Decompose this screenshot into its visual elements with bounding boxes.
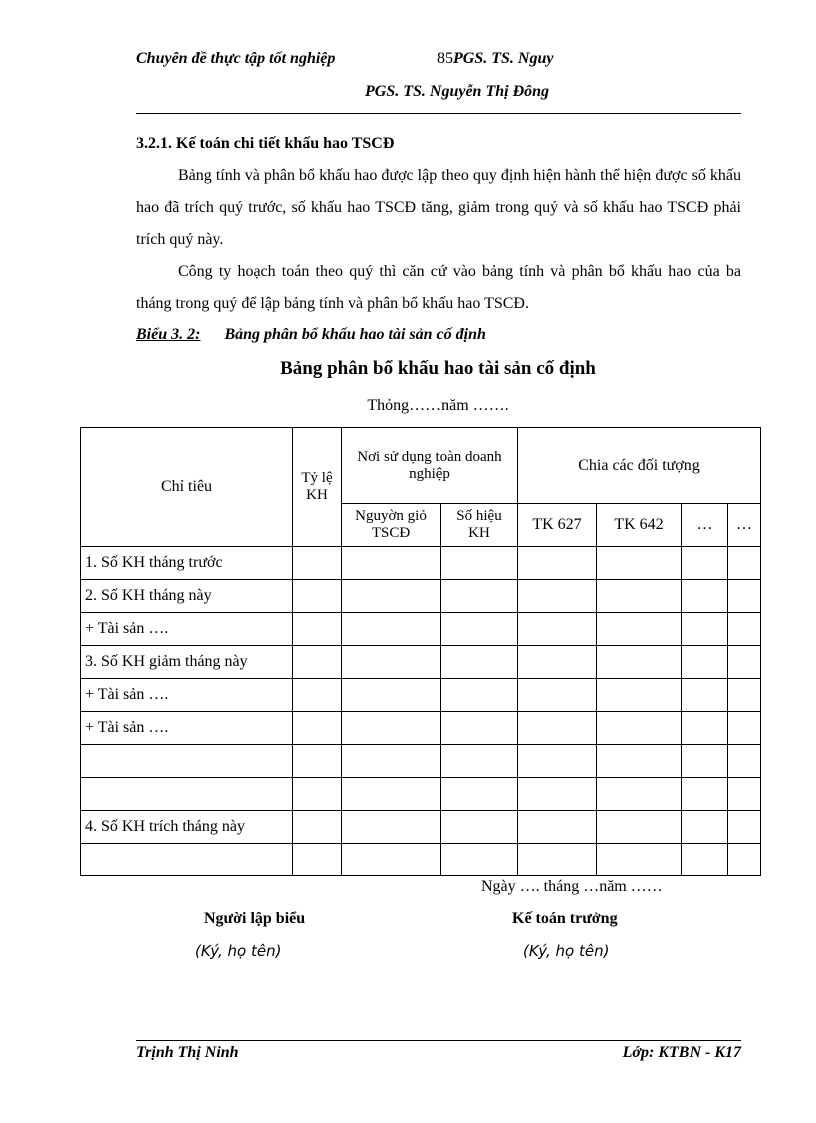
row-label <box>81 745 293 778</box>
row-label <box>81 778 293 811</box>
row-label <box>81 844 293 876</box>
page-number: 85 <box>437 50 453 67</box>
header-divider <box>136 113 741 114</box>
row-label: 4. Số KH trích tháng này <box>81 811 293 844</box>
row-label: + Tài sản …. <box>81 613 293 646</box>
footer-class: Lớp: KTBN - K17 <box>622 1044 741 1061</box>
table-row <box>81 844 761 876</box>
header-nguyen-gia: Nguyờn giỏ TSCĐ <box>342 504 441 547</box>
table-row <box>81 613 761 646</box>
table-row <box>81 712 761 745</box>
date-line: Ngày …. tháng …năm …… <box>481 878 663 895</box>
header-tk642: TK 642 <box>597 504 682 547</box>
row-label: 2. Số KH tháng này <box>81 580 293 613</box>
header-noi-su-dung: Nơi sử dụng toàn doanh nghiệp <box>342 428 518 504</box>
header-tk627: TK 627 <box>518 504 597 547</box>
footer-divider <box>136 1040 741 1041</box>
signature-preparer-note: (Ký, họ tên) <box>195 942 282 960</box>
table-row <box>81 745 761 778</box>
table-row <box>81 811 761 844</box>
figure-caption <box>136 326 486 344</box>
header-author-short: PGS. TS. Nguy <box>453 50 554 67</box>
row-label: 1. Số KH tháng trước <box>81 547 293 580</box>
table-row <box>81 547 761 580</box>
header-so-hieu: Số hiệu KH <box>441 504 518 547</box>
header-dots-1: … <box>682 504 728 547</box>
table-title: Bảng phân bổ khấu hao tài sản cố định <box>280 358 596 379</box>
signature-accountant-note: (Ký, họ tên) <box>523 942 610 960</box>
header-ty-le: Tỷ lệ KH <box>293 428 342 547</box>
header-chia-doi-tuong: Chia các đối tượng <box>518 428 761 504</box>
header-chi-tieu: Chỉ tiêu <box>81 428 293 547</box>
table-row <box>81 778 761 811</box>
row-label: + Tài sản …. <box>81 712 293 745</box>
footer-author: Trịnh Thị Ninh <box>136 1044 239 1061</box>
table-row <box>81 646 761 679</box>
signature-accountant-title: Kế toán trưởng <box>512 910 618 927</box>
paragraph-1: Bảng tính và phân bổ khấu hao được lập theo quy định hiện hành thể hiện được số khấu hao đã trích quý trước, số khấu hao TSCĐ tăng, giảm trong quý và số khấu hao TSCĐ phải trích quý này. <box>136 167 741 248</box>
paragraph-2: Công ty hoạch toán theo quý thì căn cứ vào bảng tính và phân bổ khấu hao của ba tháng trong quý để lập bảng tính và phân bổ khấu hao TSCĐ. <box>136 263 741 312</box>
signature-preparer-title: Người lập biểu <box>204 910 306 927</box>
row-label: + Tài sản …. <box>81 679 293 712</box>
section-title: 3.2.1. Kế toán chi tiết khấu hao TSCĐ <box>136 135 395 152</box>
header-title: Chuyên đề thực tập tốt nghiệp <box>136 50 336 67</box>
table-subtitle: Thỏng……năm ……. <box>367 397 509 414</box>
table-row <box>81 679 761 712</box>
header-dots-2: … <box>728 504 761 547</box>
table-row <box>81 580 761 613</box>
header-page <box>437 50 553 68</box>
caption-label: Biểu 3. 2: <box>136 326 201 343</box>
row-label: 3. Số KH giảm tháng này <box>81 646 293 679</box>
depreciation-table <box>80 427 761 876</box>
caption-text: Bảng phân bổ khấu hao tài sản cố định <box>224 326 486 343</box>
header-author: PGS. TS. Nguyễn Thị Đông <box>365 83 550 100</box>
